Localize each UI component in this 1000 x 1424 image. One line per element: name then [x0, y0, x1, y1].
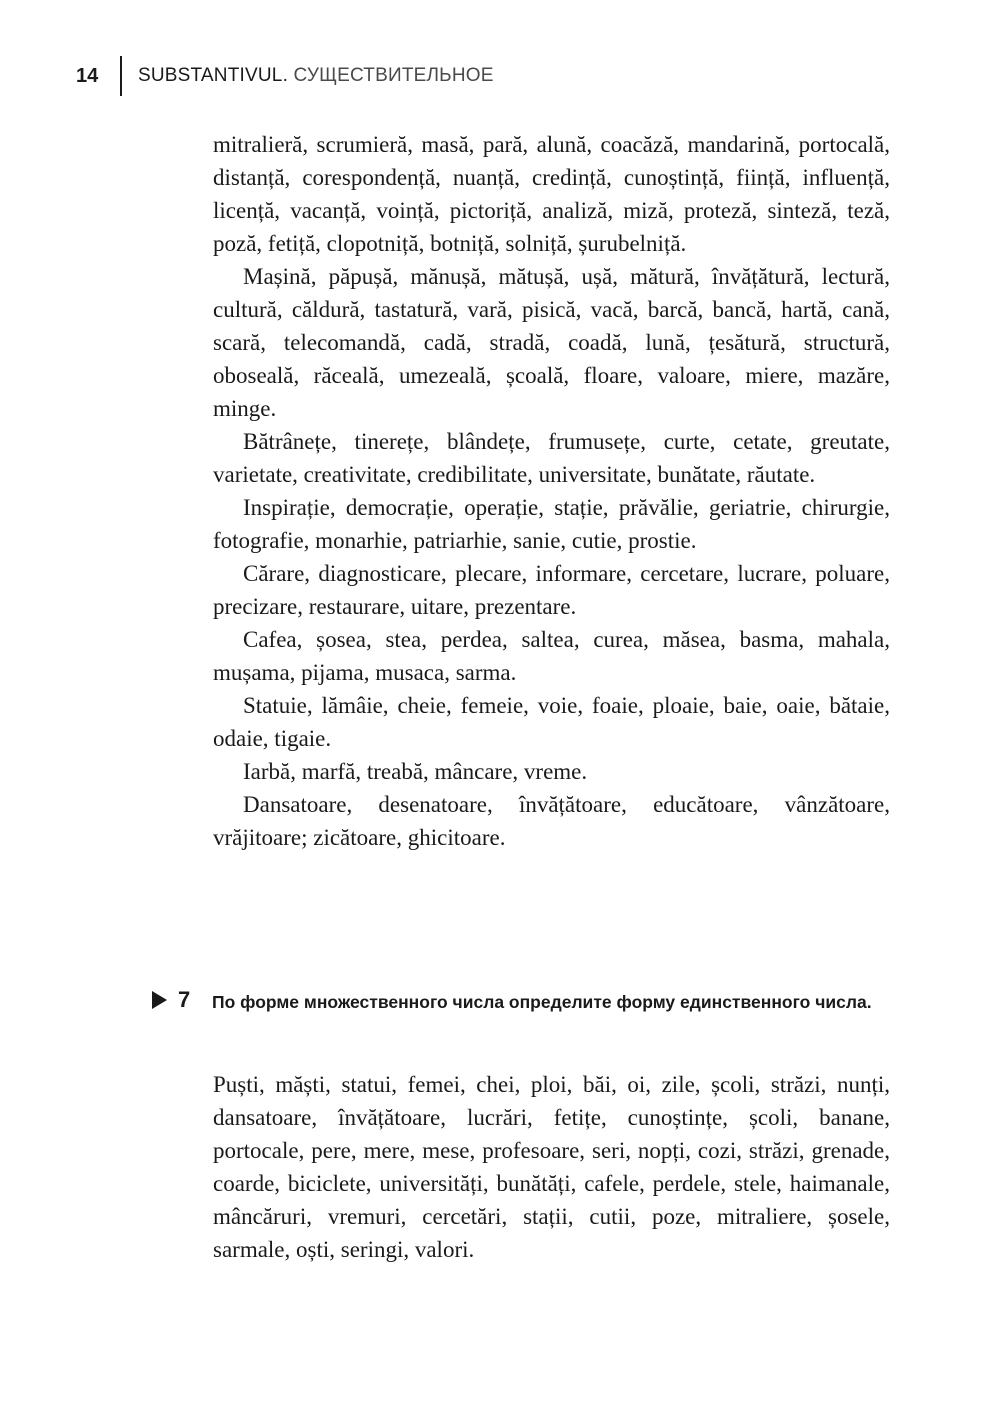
header-divider: [120, 56, 122, 96]
word-list-paragraph: Cafea, șosea, stea, perdea, saltea, curea, măsea, basma, mahala, mușama, pijama, musaca, sarma.: [213, 627, 890, 685]
word-list-paragraph: Statuie, lămâie, cheie, femeie, voie, foaie, ploaie, baie, oaie, bătaie, odaie, tigaie.: [213, 693, 890, 751]
page-number: 14: [76, 64, 99, 87]
word-list-paragraph: Bătrânețe, tinerețe, blândețe, frumusețe, curte, cetate, greutate, varietate, creativitate, credibilitate, universitate, bunătate, răutate.: [213, 429, 890, 487]
exercise-number: 7: [178, 987, 191, 1012]
exercise-heading: [152, 987, 892, 1018]
running-title-ru: СУЩЕСТВИТЕЛЬНОЕ: [293, 65, 494, 86]
running-header: [76, 56, 494, 96]
word-list-paragraph: Inspirație, democrație, operație, stație, prăvălie, geriatrie, chirurgie, fotografie, monarhie, patriarhie, sanie, cutie, prostie.: [213, 495, 890, 553]
exercise-instruction: По форме множественного числа определите форму единственного числа.: [212, 992, 872, 1012]
exercise-text-block: [213, 1068, 890, 1266]
play-arrow-icon: [152, 991, 167, 1009]
word-list-block: [213, 128, 890, 854]
word-list-paragraph: Mașină, păpușă, mănușă, mătușă, ușă, mătură, învățătură, lectură, cultură, căldură, tastatură, vară, pisică, vacă, barcă, bancă, hartă, cană, scară, telecomandă, cadă, stradă, coadă, lună, țesătură, structură, oboseală, răceală, umezeală, școală, floare, valoare, miere, mazăre, minge.: [213, 264, 890, 421]
exercise-word-list: Puști, măști, statui, femei, chei, ploi, băi, oi, zile, școli, străzi, nunți, dansatoare, învățătoare, lucrări, fetițe, cunoștințe, școli, banane, portocale, pere, mere, mese, profesoare, seri, nopți, cozi, străzi, grenade, coarde, biciclete, universități, bunătăți, cafele, perdele, stele, haimanale, mâncăruri, vremuri, cercetări, stații, cutii, poze, mitraliere, șosele, sarmale, oști, seringi, valori.: [213, 1072, 890, 1262]
running-title-ro: SUBSTANTIVUL.: [138, 65, 289, 86]
word-list-paragraph: Dansatoare, desenatoare, învățătoare, educătoare, vânzătoare, vrăjitoare; zicătoare, ghicitoare.: [213, 792, 890, 850]
word-list-paragraph: Iarbă, marfă, treabă, mâncare, vreme.: [243, 759, 588, 784]
running-title: [138, 65, 494, 87]
word-list-paragraph: mitralieră, scrumieră, masă, pară, alună, coacăză, mandarină, portocală, distanță, corespondență, nuanță, credință, cunoștință, ființă, influență, licență, vacanță, voință, pictoriță, analiză, miză, proteză, sinteză, teză, poză, fetiță, clopotniță, botniță, solniță, șurubelniță.: [213, 132, 890, 256]
word-list-paragraph: Cărare, diagnosticare, plecare, informare, cercetare, lucrare, poluare, precizare, restaurare, uitare, prezentare.: [213, 561, 890, 619]
